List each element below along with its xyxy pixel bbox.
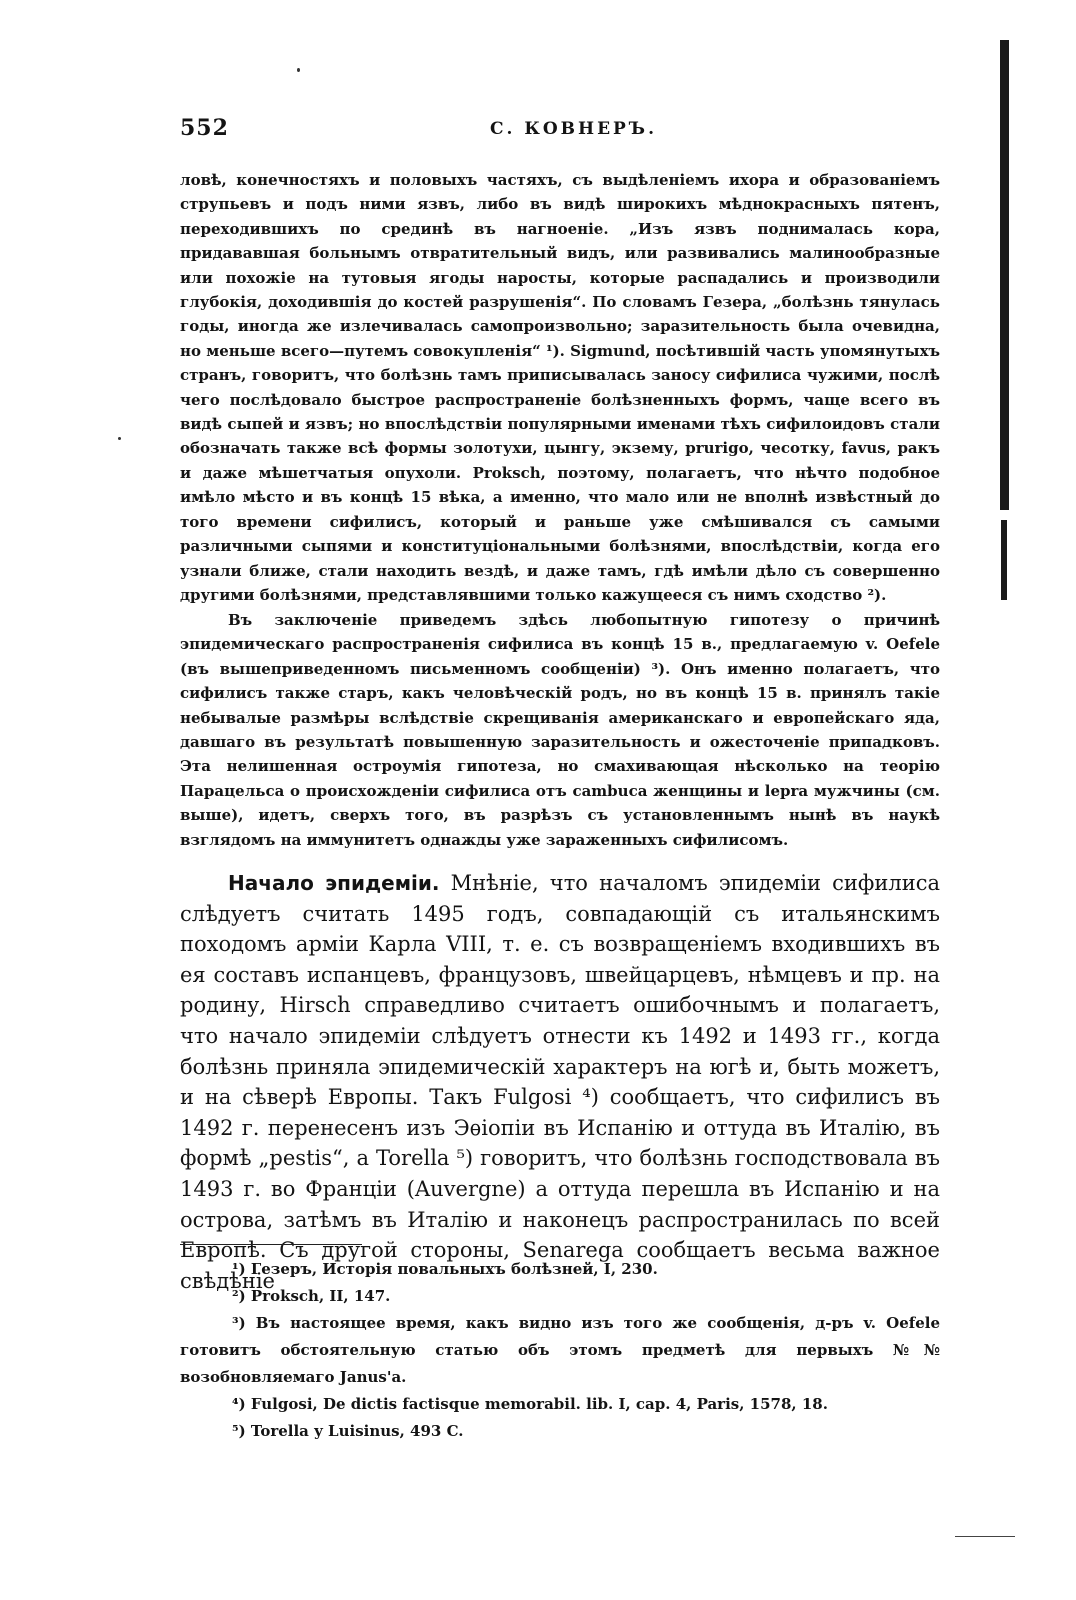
footnote-separator bbox=[180, 1244, 362, 1245]
small-paragraph-1: ловѣ, конечностяхъ и половыхъ частяхъ, съ выдѣленіемъ ихора и образованіемъ струпьевъ и подъ ними язвъ, либо въ видѣ широкихъ мѣднокрасныхъ пятенъ, переходившихъ по срединѣ въ нагноеніе. „Изъ язвъ поднималась кора, придававшая больнымъ отвратительный видъ, или развивались малинообразные или похожіе на тутовыя ягоды наросты, которые распадались и производили глубокія, доходившія до костей разрушенія“. По словамъ Гезера, „болѣзнь тянулась годы, иногда же излечивалась самопроизвольно; заразительность была очевидна, но меньше всего—путемъ совокупленія“ ¹). Sigmund, посѣтившій часть упомянутыхъ странъ, говоритъ, что болѣзнь тамъ приписывалась заносу сифилиса чужими, послѣ чего послѣдовало быстрое распространеніе болѣзненныхъ формъ, чаще всего въ видѣ сыпей и язвъ; но впослѣдствіи популярными именами тѣхъ сифилоидовъ стали обозначать также всѣ формы золотухи, цынгу, экзему, prurigo, чесотку, favus, ракъ и даже мѣшетчатыя опухоли. Proksch, поэтому, полагаетъ, что нѣчто подобное имѣло мѣсто и въ концѣ 15 вѣка, а именно, что мало или не вполнѣ извѣстный до того времени сифилисъ, который и раньше уже смѣшивался съ самыми различными сыпями и конституціональными болѣзнями, впослѣдствіи, когда его узнали ближе, стали находить вездѣ, и даже тамъ, гдѣ имѣли дѣло съ совершенно другими болѣзнями, представлявшими только кажущееся съ нимъ сходство ²). bbox=[180, 171, 941, 604]
page-number: 552 bbox=[180, 115, 229, 141]
running-head: С. КОВНЕРЪ. bbox=[490, 119, 657, 139]
main-text-block bbox=[180, 868, 940, 1296]
footnote-4: ⁴) Fulgosi, De dictis factisque memorabil. lib. I, cap. 4, Paris, 1578, 18. bbox=[232, 1395, 828, 1413]
bottom-edge-line bbox=[955, 1536, 1015, 1537]
footnote-3: ³) Въ настоящее время, какъ видно изъ того же сообщенія, д-ръ v. Oefele готовитъ обстоятельную статью объ этомъ предметѣ для первыхъ №№ возобновляемаго Janus'а. bbox=[180, 1314, 940, 1386]
page-header bbox=[180, 115, 940, 155]
main-paragraph bbox=[180, 868, 940, 1296]
footnote-1: ¹) Гезеръ, Исторія повальныхъ болѣзней, I, 230. bbox=[232, 1260, 658, 1278]
small-print-block-2 bbox=[180, 608, 940, 852]
small-paragraph-2: Въ заключеніе приведемъ здѣсь любопытную гипотезу о причинѣ эпидемическаго распространенія сифилиса въ концѣ 15 в., предлагаемую v. Oefele (въ вышеприведенномъ письменномъ сообщеніи) ³). Онъ именно полагаетъ, что сифилисъ также старъ, какъ человѣческій родъ, но въ концѣ 15 в. принялъ такіе небывалые размѣры вслѣдствіе скрещиванія американскаго и европейскаго яда, давшаго въ результатѣ повышенную заразительность и ожесточеніе припадковъ. Эта нелишенная остроумія гипотеза, но смахивающая нѣсколько на теорію Парацельса о происхожденіи сифилиса отъ cambuca женщины и lepra мужчины (см. выше), идетъ, сверхъ того, въ разрѣзъ съ установленнымъ нынѣ въ наукѣ взглядомъ на иммунитетъ однажды уже зараженныхъ сифилисомъ. bbox=[180, 611, 940, 849]
page-edge-mark bbox=[1000, 40, 1009, 510]
small-print-block-1 bbox=[180, 168, 940, 607]
footnote-5: ⁵) Torella y Luisinus, 493 C. bbox=[232, 1422, 464, 1440]
page-edge-mark-lower bbox=[1001, 520, 1007, 600]
footnote-2: ²) Proksch, II, 147. bbox=[232, 1287, 391, 1305]
section-lead: Начало эпидеміи. bbox=[228, 871, 440, 895]
print-speck bbox=[297, 68, 300, 72]
print-speck bbox=[118, 437, 121, 440]
main-paragraph-body: Мнѣніе, что началомъ эпидеміи сифилиса слѣдуетъ считать 1495 годъ, совпадающій съ итальянскимъ походомъ арміи Карла VIII, т. е. съ возвращеніемъ входившихъ въ ея составъ испанцевъ, французовъ, швейцарцевъ, нѣмцевъ и пр. на родину, Hirsch справедливо считаетъ ошибочнымъ и полагаетъ, что начало эпидеміи слѣдуетъ отнести къ 1492 и 1493 гг., когда болѣзнь приняла эпидемическій характеръ на югѣ и, быть можетъ, и на сѣверѣ Европы. Такъ Fulgosi ⁴) сообщаетъ, что сифилисъ въ 1492 г. перенесенъ изъ Эѳіопіи въ Испанію и оттуда въ Италію, въ формѣ „pestis“, а Torella ⁵) говоритъ, что болѣзнь господствовала въ 1493 г. во Франціи (Auvergne) а оттуда перешла въ Испанію и на острова, затѣмъ въ Италію и наконецъ распространилась по всей Европѣ. Съ другой стороны, Senarega сообщаетъ весьма важное свѣдѣніе bbox=[180, 871, 940, 1293]
footnotes bbox=[180, 1256, 940, 1445]
